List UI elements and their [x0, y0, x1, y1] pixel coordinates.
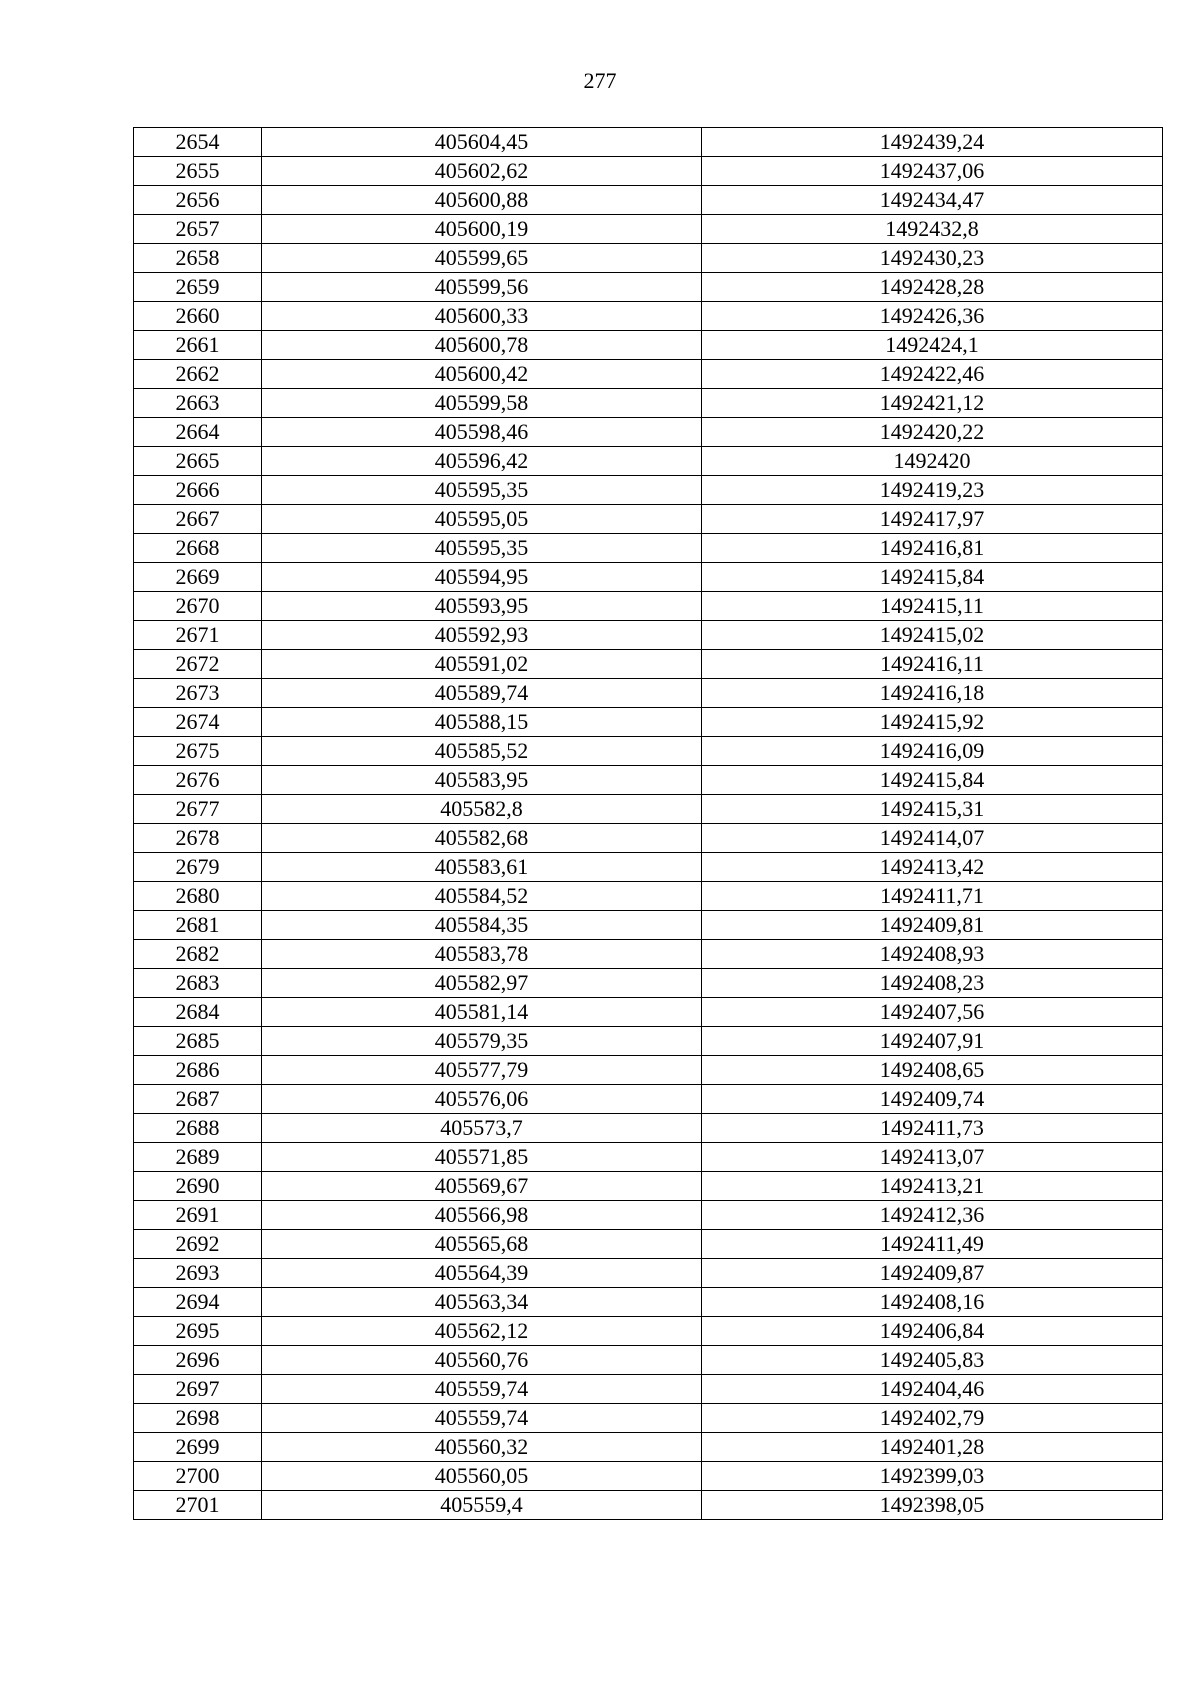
- x-coordinate-cell: 405589,74: [262, 679, 702, 708]
- table-row: [134, 1491, 1163, 1520]
- y-coordinate-cell: 1492411,73: [702, 1114, 1163, 1143]
- x-coordinate-cell: 405600,78: [262, 331, 702, 360]
- y-coordinate-cell: 1492428,28: [702, 273, 1163, 302]
- table-row: [134, 447, 1163, 476]
- table-row: [134, 1230, 1163, 1259]
- x-coordinate-cell: 405559,4: [262, 1491, 702, 1520]
- table-row: [134, 1288, 1163, 1317]
- point-number-cell: 2670: [134, 592, 262, 621]
- y-coordinate-cell: 1492413,21: [702, 1172, 1163, 1201]
- y-coordinate-cell: 1492399,03: [702, 1462, 1163, 1491]
- table-row: [134, 1404, 1163, 1433]
- point-number-cell: 2691: [134, 1201, 262, 1230]
- x-coordinate-cell: 405585,52: [262, 737, 702, 766]
- table-row: [134, 1056, 1163, 1085]
- table-row: [134, 476, 1163, 505]
- table-row: [134, 505, 1163, 534]
- y-coordinate-cell: 1492421,12: [702, 389, 1163, 418]
- x-coordinate-cell: 405600,42: [262, 360, 702, 389]
- table-row: [134, 563, 1163, 592]
- coordinates-table: [133, 127, 1163, 1520]
- y-coordinate-cell: 1492416,11: [702, 650, 1163, 679]
- table-row: [134, 418, 1163, 447]
- y-coordinate-cell: 1492408,16: [702, 1288, 1163, 1317]
- x-coordinate-cell: 405564,39: [262, 1259, 702, 1288]
- x-coordinate-cell: 405571,85: [262, 1143, 702, 1172]
- x-coordinate-cell: 405588,15: [262, 708, 702, 737]
- y-coordinate-cell: 1492424,1: [702, 331, 1163, 360]
- table-row: [134, 1201, 1163, 1230]
- x-coordinate-cell: 405566,98: [262, 1201, 702, 1230]
- x-coordinate-cell: 405560,32: [262, 1433, 702, 1462]
- point-number-cell: 2700: [134, 1462, 262, 1491]
- x-coordinate-cell: 405573,7: [262, 1114, 702, 1143]
- table-row: [134, 244, 1163, 273]
- point-number-cell: 2668: [134, 534, 262, 563]
- point-number-cell: 2662: [134, 360, 262, 389]
- x-coordinate-cell: 405583,95: [262, 766, 702, 795]
- table-row: [134, 273, 1163, 302]
- y-coordinate-cell: 1492407,56: [702, 998, 1163, 1027]
- table-row: [134, 1433, 1163, 1462]
- point-number-cell: 2693: [134, 1259, 262, 1288]
- table-row: [134, 1027, 1163, 1056]
- y-coordinate-cell: 1492413,07: [702, 1143, 1163, 1172]
- point-number-cell: 2658: [134, 244, 262, 273]
- point-number-cell: 2694: [134, 1288, 262, 1317]
- x-coordinate-cell: 405579,35: [262, 1027, 702, 1056]
- point-number-cell: 2680: [134, 882, 262, 911]
- y-coordinate-cell: 1492426,36: [702, 302, 1163, 331]
- y-coordinate-cell: 1492432,8: [702, 215, 1163, 244]
- table-row: [134, 882, 1163, 911]
- y-coordinate-cell: 1492408,93: [702, 940, 1163, 969]
- point-number-cell: 2656: [134, 186, 262, 215]
- table-row: [134, 360, 1163, 389]
- point-number-cell: 2678: [134, 824, 262, 853]
- y-coordinate-cell: 1492409,87: [702, 1259, 1163, 1288]
- y-coordinate-cell: 1492439,24: [702, 128, 1163, 157]
- y-coordinate-cell: 1492398,05: [702, 1491, 1163, 1520]
- table-row: [134, 969, 1163, 998]
- x-coordinate-cell: 405598,46: [262, 418, 702, 447]
- table-row: [134, 592, 1163, 621]
- y-coordinate-cell: 1492417,97: [702, 505, 1163, 534]
- point-number-cell: 2659: [134, 273, 262, 302]
- point-number-cell: 2682: [134, 940, 262, 969]
- point-number-cell: 2667: [134, 505, 262, 534]
- y-coordinate-cell: 1492413,42: [702, 853, 1163, 882]
- x-coordinate-cell: 405583,61: [262, 853, 702, 882]
- point-number-cell: 2681: [134, 911, 262, 940]
- table-row: [134, 650, 1163, 679]
- y-coordinate-cell: 1492411,71: [702, 882, 1163, 911]
- x-coordinate-cell: 405600,33: [262, 302, 702, 331]
- point-number-cell: 2675: [134, 737, 262, 766]
- point-number-cell: 2674: [134, 708, 262, 737]
- y-coordinate-cell: 1492409,74: [702, 1085, 1163, 1114]
- table-row: [134, 621, 1163, 650]
- x-coordinate-cell: 405581,14: [262, 998, 702, 1027]
- x-coordinate-cell: 405559,74: [262, 1375, 702, 1404]
- y-coordinate-cell: 1492420: [702, 447, 1163, 476]
- point-number-cell: 2685: [134, 1027, 262, 1056]
- y-coordinate-cell: 1492416,81: [702, 534, 1163, 563]
- x-coordinate-cell: 405599,65: [262, 244, 702, 273]
- x-coordinate-cell: 405565,68: [262, 1230, 702, 1259]
- x-coordinate-cell: 405582,8: [262, 795, 702, 824]
- x-coordinate-cell: 405595,05: [262, 505, 702, 534]
- point-number-cell: 2699: [134, 1433, 262, 1462]
- point-number-cell: 2689: [134, 1143, 262, 1172]
- y-coordinate-cell: 1492416,18: [702, 679, 1163, 708]
- point-number-cell: 2686: [134, 1056, 262, 1085]
- y-coordinate-cell: 1492415,11: [702, 592, 1163, 621]
- table-row: [134, 128, 1163, 157]
- coordinates-table-body: [134, 128, 1163, 1520]
- x-coordinate-cell: 405563,34: [262, 1288, 702, 1317]
- x-coordinate-cell: 405560,76: [262, 1346, 702, 1375]
- table-row: [134, 186, 1163, 215]
- page-number: 277: [583, 68, 617, 93]
- x-coordinate-cell: 405560,05: [262, 1462, 702, 1491]
- point-number-cell: 2669: [134, 563, 262, 592]
- table-row: [134, 389, 1163, 418]
- table-row: [134, 708, 1163, 737]
- x-coordinate-cell: 405584,52: [262, 882, 702, 911]
- x-coordinate-cell: 405582,68: [262, 824, 702, 853]
- x-coordinate-cell: 405591,02: [262, 650, 702, 679]
- point-number-cell: 2671: [134, 621, 262, 650]
- x-coordinate-cell: 405595,35: [262, 476, 702, 505]
- point-number-cell: 2657: [134, 215, 262, 244]
- x-coordinate-cell: 405592,93: [262, 621, 702, 650]
- x-coordinate-cell: 405559,74: [262, 1404, 702, 1433]
- point-number-cell: 2661: [134, 331, 262, 360]
- x-coordinate-cell: 405602,62: [262, 157, 702, 186]
- table-row: [134, 911, 1163, 940]
- y-coordinate-cell: 1492401,28: [702, 1433, 1163, 1462]
- x-coordinate-cell: 405600,19: [262, 215, 702, 244]
- table-row: [134, 1114, 1163, 1143]
- x-coordinate-cell: 405600,88: [262, 186, 702, 215]
- x-coordinate-cell: 405583,78: [262, 940, 702, 969]
- table-row: [134, 1462, 1163, 1491]
- y-coordinate-cell: 1492420,22: [702, 418, 1163, 447]
- y-coordinate-cell: 1492415,84: [702, 563, 1163, 592]
- table-row: [134, 534, 1163, 563]
- point-number-cell: 2701: [134, 1491, 262, 1520]
- y-coordinate-cell: 1492404,46: [702, 1375, 1163, 1404]
- y-coordinate-cell: 1492416,09: [702, 737, 1163, 766]
- point-number-cell: 2695: [134, 1317, 262, 1346]
- table-row: [134, 766, 1163, 795]
- y-coordinate-cell: 1492414,07: [702, 824, 1163, 853]
- point-number-cell: 2684: [134, 998, 262, 1027]
- y-coordinate-cell: 1492422,46: [702, 360, 1163, 389]
- table-row: [134, 215, 1163, 244]
- table-row: [134, 1085, 1163, 1114]
- x-coordinate-cell: 405596,42: [262, 447, 702, 476]
- table-row: [134, 795, 1163, 824]
- table-row: [134, 824, 1163, 853]
- y-coordinate-cell: 1492415,84: [702, 766, 1163, 795]
- table-row: [134, 1259, 1163, 1288]
- table-row: [134, 1172, 1163, 1201]
- table-row: [134, 1346, 1163, 1375]
- table-row: [134, 331, 1163, 360]
- y-coordinate-cell: 1492415,02: [702, 621, 1163, 650]
- y-coordinate-cell: 1492407,91: [702, 1027, 1163, 1056]
- y-coordinate-cell: 1492408,23: [702, 969, 1163, 998]
- table-row: [134, 157, 1163, 186]
- point-number-cell: 2664: [134, 418, 262, 447]
- table-row: [134, 1143, 1163, 1172]
- x-coordinate-cell: 405604,45: [262, 128, 702, 157]
- point-number-cell: 2673: [134, 679, 262, 708]
- table-row: [134, 940, 1163, 969]
- x-coordinate-cell: 405576,06: [262, 1085, 702, 1114]
- x-coordinate-cell: 405599,56: [262, 273, 702, 302]
- y-coordinate-cell: 1492437,06: [702, 157, 1163, 186]
- point-number-cell: 2697: [134, 1375, 262, 1404]
- x-coordinate-cell: 405577,79: [262, 1056, 702, 1085]
- point-number-cell: 2676: [134, 766, 262, 795]
- point-number-cell: 2690: [134, 1172, 262, 1201]
- y-coordinate-cell: 1492411,49: [702, 1230, 1163, 1259]
- y-coordinate-cell: 1492408,65: [702, 1056, 1163, 1085]
- point-number-cell: 2666: [134, 476, 262, 505]
- x-coordinate-cell: 405594,95: [262, 563, 702, 592]
- point-number-cell: 2672: [134, 650, 262, 679]
- point-number-cell: 2696: [134, 1346, 262, 1375]
- table-row: [134, 737, 1163, 766]
- y-coordinate-cell: 1492412,36: [702, 1201, 1163, 1230]
- y-coordinate-cell: 1492415,92: [702, 708, 1163, 737]
- y-coordinate-cell: 1492430,23: [702, 244, 1163, 273]
- table-row: [134, 302, 1163, 331]
- table-row: [134, 1375, 1163, 1404]
- point-number-cell: 2677: [134, 795, 262, 824]
- point-number-cell: 2679: [134, 853, 262, 882]
- point-number-cell: 2698: [134, 1404, 262, 1433]
- table-row: [134, 853, 1163, 882]
- x-coordinate-cell: 405593,95: [262, 592, 702, 621]
- y-coordinate-cell: 1492419,23: [702, 476, 1163, 505]
- point-number-cell: 2665: [134, 447, 262, 476]
- y-coordinate-cell: 1492406,84: [702, 1317, 1163, 1346]
- point-number-cell: 2688: [134, 1114, 262, 1143]
- table-row: [134, 679, 1163, 708]
- y-coordinate-cell: 1492402,79: [702, 1404, 1163, 1433]
- point-number-cell: 2654: [134, 128, 262, 157]
- y-coordinate-cell: 1492405,83: [702, 1346, 1163, 1375]
- x-coordinate-cell: 405562,12: [262, 1317, 702, 1346]
- y-coordinate-cell: 1492409,81: [702, 911, 1163, 940]
- table-row: [134, 998, 1163, 1027]
- x-coordinate-cell: 405599,58: [262, 389, 702, 418]
- x-coordinate-cell: 405582,97: [262, 969, 702, 998]
- y-coordinate-cell: 1492434,47: [702, 186, 1163, 215]
- point-number-cell: 2655: [134, 157, 262, 186]
- x-coordinate-cell: 405584,35: [262, 911, 702, 940]
- point-number-cell: 2692: [134, 1230, 262, 1259]
- x-coordinate-cell: 405595,35: [262, 534, 702, 563]
- point-number-cell: 2660: [134, 302, 262, 331]
- point-number-cell: 2663: [134, 389, 262, 418]
- point-number-cell: 2683: [134, 969, 262, 998]
- point-number-cell: 2687: [134, 1085, 262, 1114]
- table-row: [134, 1317, 1163, 1346]
- x-coordinate-cell: 405569,67: [262, 1172, 702, 1201]
- y-coordinate-cell: 1492415,31: [702, 795, 1163, 824]
